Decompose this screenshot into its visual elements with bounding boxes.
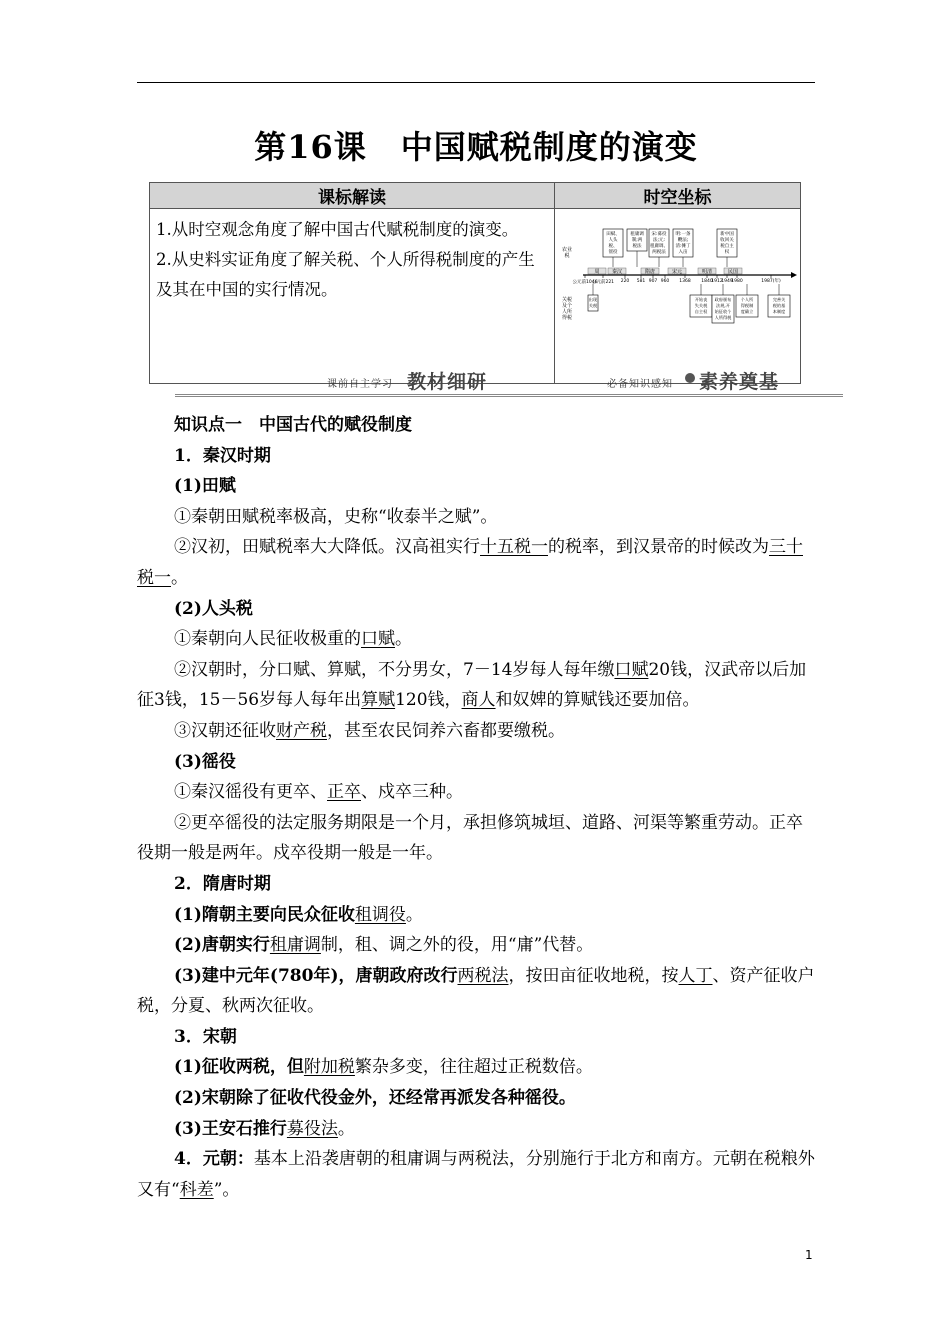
- top-event-text: 收回关: [720, 238, 734, 243]
- bottom-event-text: 完善关: [772, 297, 786, 302]
- intro-table: [149, 182, 801, 384]
- year-label: 581: [636, 279, 646, 284]
- timeline-svg: [555, 209, 800, 357]
- paragraph: (3)建中元年(780年)，唐朝政府改行两税法，按田亩征收地税，按人丁、资产征收户税，分夏、秋两次征收。: [137, 965, 815, 1017]
- paragraph: (3)王安石推行募役法。: [174, 1118, 355, 1139]
- row-label-agri-tax: 农业: [561, 247, 573, 253]
- year-label: 220: [620, 279, 630, 284]
- era-label: 明清: [701, 269, 713, 275]
- paragraph: ①秦朝田赋税率极高，史称“收泰半之赋”。: [174, 506, 498, 527]
- bottom-event-text: 自主权: [694, 309, 708, 314]
- top-event-text: 权: [724, 250, 730, 255]
- top-rule: [137, 82, 815, 83]
- top-event-text: 税、: [608, 244, 618, 249]
- goal-2: 2.从史料实证角度了解关税、个人所得税制度的产生及其在中国的实行情况。: [156, 250, 535, 299]
- row-label-customs-tax: 及个: [561, 303, 573, 309]
- top-event-text: 租庸调: [630, 232, 644, 237]
- bottom-event-text: 失关税: [694, 303, 708, 308]
- bottom-event-text: 出现: [588, 297, 598, 302]
- goal-1: 1.从时空观念角度了解中国古代赋税制度的演变。: [156, 220, 519, 239]
- bottom-event-text: 本制度: [772, 309, 786, 314]
- paragraph: 4．元朝：基本上沿袭唐朝的租庸调与两税法，分别施行于北方和南方。元朝在税粮外又有“科差”。: [137, 1149, 815, 1200]
- paragraph: ②更卒徭役的法定服务期限是一个月，承担修筑城垣、道路、河渠等繁重劳动。正卒役期一般是两年。戍卒役期一般是一年。: [137, 812, 803, 864]
- section-heading: 3．宋朝: [174, 1026, 237, 1047]
- top-event-text: 清:摊丁: [675, 244, 691, 249]
- main-content: [137, 410, 817, 1205]
- year-label: 960: [660, 279, 670, 284]
- top-event-text: 田赋、: [606, 232, 620, 237]
- top-event-text: 税自主: [720, 244, 734, 249]
- bottom-event-text: 关税: [588, 303, 598, 308]
- page-number: 1: [805, 1248, 813, 1262]
- paragraph: (2)唐朝实行租庸调制，租、调之外的役，用“庸”代替。: [174, 935, 594, 956]
- bottom-event-text: 税的基: [772, 303, 786, 308]
- year-label: 公元前1046: [572, 280, 598, 285]
- year-label: 1949: [721, 279, 733, 284]
- paragraph: ①秦朝向人民征收极重的口赋。: [174, 629, 412, 650]
- era-label: 宋元: [671, 269, 683, 275]
- page-title: [137, 122, 815, 168]
- top-event-text: 租庸调、: [650, 244, 668, 249]
- subsection-heading: (2)人头税: [174, 598, 253, 619]
- bottom-event-text: 人所得税: [714, 315, 732, 320]
- top-event-text: 新中国: [720, 232, 734, 237]
- top-event-text: 宋:募役: [651, 232, 667, 237]
- top-event-text: 入亩: [678, 250, 688, 255]
- lesson-title: 中国赋税制度的演变: [400, 128, 698, 166]
- row-label-customs-tax: 人所: [561, 309, 573, 315]
- top-event-text: 法;元:: [652, 238, 666, 243]
- lesson-number: 第16课: [254, 128, 367, 166]
- banner-right-label: 必备知识感知: [607, 379, 673, 390]
- bottom-event-text: 政府颁布: [714, 297, 732, 302]
- top-event-text: 人头: [608, 238, 618, 243]
- top-event-text: 明:一条: [675, 232, 691, 237]
- paragraph: ③汉朝还征收财产税，甚至农民饲养六畜都要缴税。: [174, 720, 565, 741]
- knowledge-point-heading: 知识点一 中国古代的赋役制度: [174, 415, 412, 435]
- row-label-customs-tax: 关税: [561, 297, 573, 303]
- era-label: 民国: [727, 269, 739, 275]
- bottom-event-text: 开始丧: [694, 297, 708, 302]
- paragraph: ②汉朝时，分口赋、算赋，不分男女，7－14岁每人每年缴口赋20钱，汉武帝以后加征3钱，15－56岁每人每年出算赋120钱，商人和奴婢的算赋钱还要加倍。: [137, 659, 807, 711]
- axis-arrow-icon: [791, 272, 797, 278]
- subsection-heading: (1)田赋: [174, 476, 236, 497]
- paragraph: ①秦汉徭役有更卒、正卒、戍卒三种。: [174, 782, 463, 803]
- year-label: 1980: [731, 279, 743, 284]
- bottom-event-text: 法规,开: [716, 303, 730, 308]
- row-label-agri-tax: 税: [564, 253, 570, 259]
- paragraph: ②汉初，田赋税率大大降低。汉高祖实行十五税一的税率，到汉景帝的时候改为三十税一。: [137, 537, 803, 588]
- banner-title-1: 教材细研: [407, 371, 488, 393]
- top-event-text: 两税法: [652, 250, 666, 255]
- year-label: 1368: [679, 279, 691, 284]
- subsection-heading: (3)徭役: [174, 751, 236, 772]
- era-label: 隋唐: [644, 269, 656, 275]
- banner-title-2: 素养奠基: [699, 371, 780, 393]
- bottom-event-text: 得税制: [740, 303, 754, 308]
- paragraph: (1)征收两税，但附加税繁杂多变，往往超过正税数倍。: [174, 1057, 593, 1078]
- year-label: 1912: [711, 279, 723, 284]
- bottom-event-text: 个人所: [740, 297, 754, 302]
- top-event-text: 鞭法;: [677, 238, 689, 243]
- curriculum-goals: [150, 209, 555, 384]
- paragraph: (2)宋朝除了征收代役金外，还经常再派发各种徭役。: [174, 1088, 576, 1109]
- top-event-text: 徭役: [608, 250, 618, 255]
- header-curriculum: 课标解读: [150, 183, 555, 209]
- section-heading: 2．隋唐时期: [174, 873, 271, 894]
- header-timeline: 时空坐标: [555, 183, 801, 209]
- era-label: 秦汉: [611, 269, 623, 275]
- bottom-event-text: 始征收个: [714, 309, 732, 314]
- top-event-text: 制;两: [631, 238, 643, 243]
- year-label: 1840: [701, 279, 713, 284]
- timeline-chart: [555, 209, 801, 384]
- row-label-customs-tax: 得税: [561, 315, 573, 321]
- paragraph: (1)隋朝主要向民众征收租调役。: [174, 904, 423, 925]
- year-label: 公元前221: [591, 280, 615, 285]
- year-label: 1987(年): [761, 279, 781, 284]
- bottom-event-text: 度确立: [740, 309, 754, 314]
- banner-left-label: 课前自主学习: [327, 379, 393, 390]
- top-event-text: 税法: [632, 244, 642, 249]
- era-label: 周: [594, 269, 600, 275]
- year-label: 907: [648, 279, 658, 284]
- banner-divider-icon: [685, 373, 695, 383]
- section-heading: 1．秦汉时期: [174, 445, 271, 466]
- section-banner: [175, 366, 843, 397]
